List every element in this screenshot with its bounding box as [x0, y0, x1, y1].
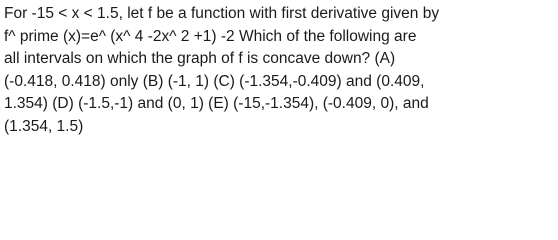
- question-line: 1.354) (D) (-1.5,-1) and (0, 1) (E) (-15,-1.354), (-0.409, 0), and: [4, 95, 429, 112]
- question-text: [4, 3, 552, 138]
- question-line: For -15 < x < 1.5, let f be a function with first derivative given by: [4, 5, 440, 22]
- question-line: (-0.418, 0.418) only (B) (-1, 1) (C) (-1.354,-0.409) and (0.409,: [4, 72, 425, 90]
- question-line: all intervals on which the graph of f is concave down? (A): [4, 50, 396, 67]
- question-line: (1.354, 1.5): [4, 117, 84, 135]
- question-line: f^ prime (x)=e^ (x^ 4 -2x^ 2 +1) -2 Which of the following are: [4, 27, 417, 45]
